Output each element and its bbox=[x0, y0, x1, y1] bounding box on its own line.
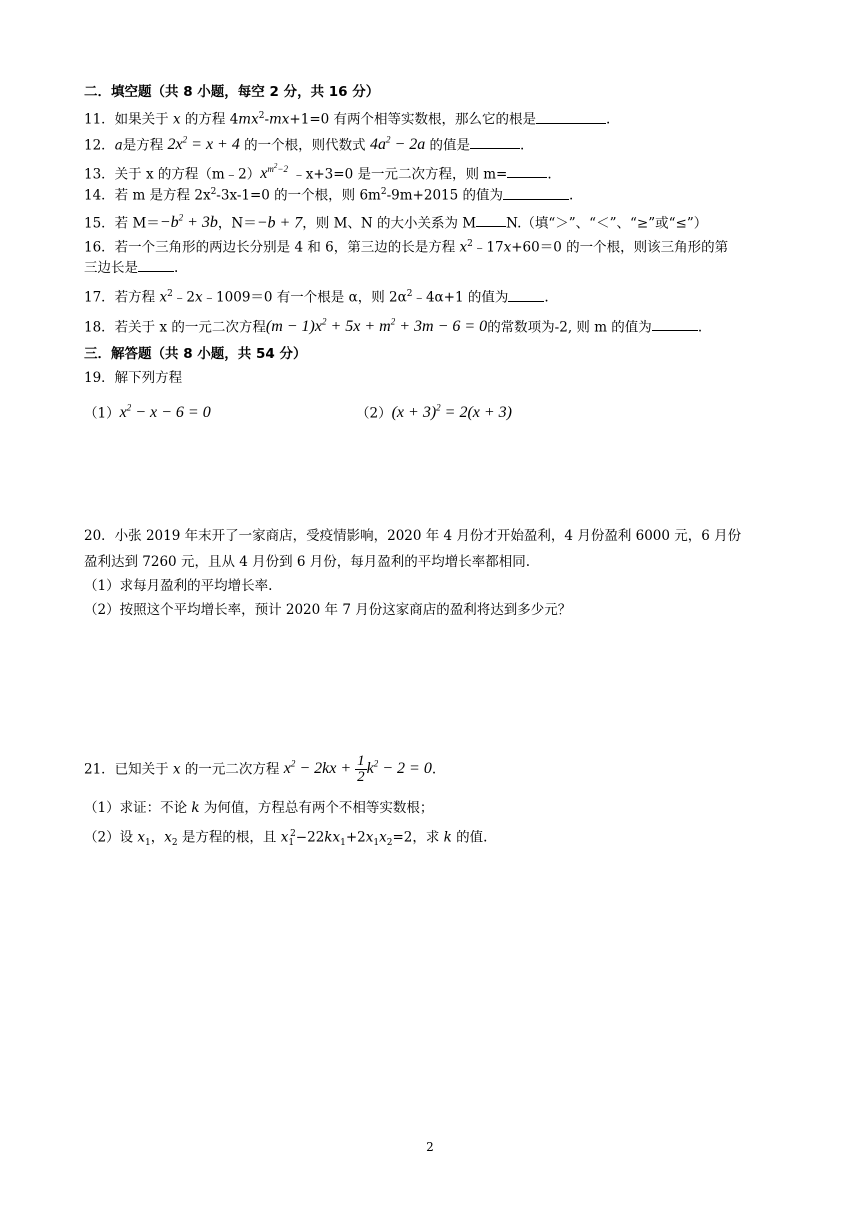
answer-blank bbox=[138, 259, 174, 272]
fraction-one-half: $\frac{1}{2}$ bbox=[357, 753, 365, 786]
answer-blank bbox=[503, 187, 569, 200]
answer-blank bbox=[470, 136, 520, 149]
page-number: 2 bbox=[426, 1140, 434, 1154]
question-16: 16．若一个三角形的两边长分别是 4 和 6，第三边的长是方程 $x^2﹣17x+60=0$ 的一个根，则该三角形的第 bbox=[84, 239, 729, 256]
question-20-part-1: （1）求每月盈利的平均增长率. bbox=[84, 578, 273, 594]
section-2-heading: 二．填空题（共 8 小题，每空 2 分，共 16 分） bbox=[84, 84, 380, 100]
question-20-line-2: 盈利达到 7260 元，且从 4 月份到 6 月份，每月盈利的平均增长率都相同. bbox=[84, 554, 531, 570]
question-19-part-1: $(1)x^2 - x - 6 = 0$ bbox=[84, 403, 211, 422]
question-20-part-2: （2）按照这个平均增长率，预计 2020 年 7 月份这家商店的盈利将达到多少元？ bbox=[84, 602, 572, 618]
question-21-part-2: （2）设 $x_1$，$x_2$ 是方程的根，且 $x_1^2-22kx_1+2x_1x_2=2$，求 k 的值. bbox=[84, 829, 488, 849]
question-11: 11．如果关于 x 的方程 $4mx^2-mx+1=0$ 有两个相等实数根，那么它的根是 . bbox=[84, 111, 611, 128]
question-21: 21．已知关于 x 的一元二次方程 $x^2 - 2kx$ + $\frac{1}{2}$ $k^2 - 2 = 0$. bbox=[84, 753, 437, 786]
question-13: 13．关于 x 的方程$(m﹣2)x^{m^2-2}$ ﹣x+3=0 是一元二次方程，则 m= . bbox=[84, 162, 552, 183]
answer-blank bbox=[508, 289, 544, 302]
question-18: 18．若关于 x 的一元二次方程$(m - 1)x^2 + 5x + m^2 + 3m - 6 = 0$的常数项为-2, 则 m 的值为 . bbox=[84, 317, 703, 336]
question-16-cont: 三边长是 . bbox=[84, 260, 179, 276]
question-19-title: 19．解下列方程 bbox=[84, 370, 183, 386]
answer-blank bbox=[507, 165, 547, 178]
question-12: 12．a是方程 $2x^2 = x + 4$ 的一个根，则代数式 $4a^2 - 2a$ 的值是 . bbox=[84, 135, 525, 154]
section-3-heading: 三．解答题（共 8 小题，共 54 分） bbox=[84, 346, 307, 362]
question-15: 15．若 $M=-b^2 + 3b$，N＝−b + 7，则 M、N 的大小关系为 M N.（填“＞”、“＜”、“≥”或“≤”） bbox=[84, 213, 708, 232]
question-14: 14．若 m 是方程 $2x^2-3x-1=0$ 的一个根，则 $6m^2-9m+2015$ 的值为 . bbox=[84, 187, 574, 204]
answer-blank bbox=[536, 111, 606, 124]
answer-blank bbox=[652, 318, 698, 331]
question-19-part-2: $(2)(x + 3)^2 = 2(x + 3)$ bbox=[356, 403, 513, 422]
question-21-part-1: （1）求证：不论 k 为何值，方程总有两个不相等实数根； bbox=[84, 800, 434, 816]
answer-blank bbox=[476, 214, 506, 227]
question-20-line-1: 20．小张 2019 年末开了一家商店，受疫情影响，2020 年 4 月份才开始盈利，4 月份盈利 6000 元，6 月份 bbox=[84, 528, 742, 544]
question-17: 17．若方程 $x^2﹣2x﹣1009=0$ 有一个根是 α，则 $2\alpha^2﹣4\alpha+1$ 的值为 . bbox=[84, 289, 549, 306]
